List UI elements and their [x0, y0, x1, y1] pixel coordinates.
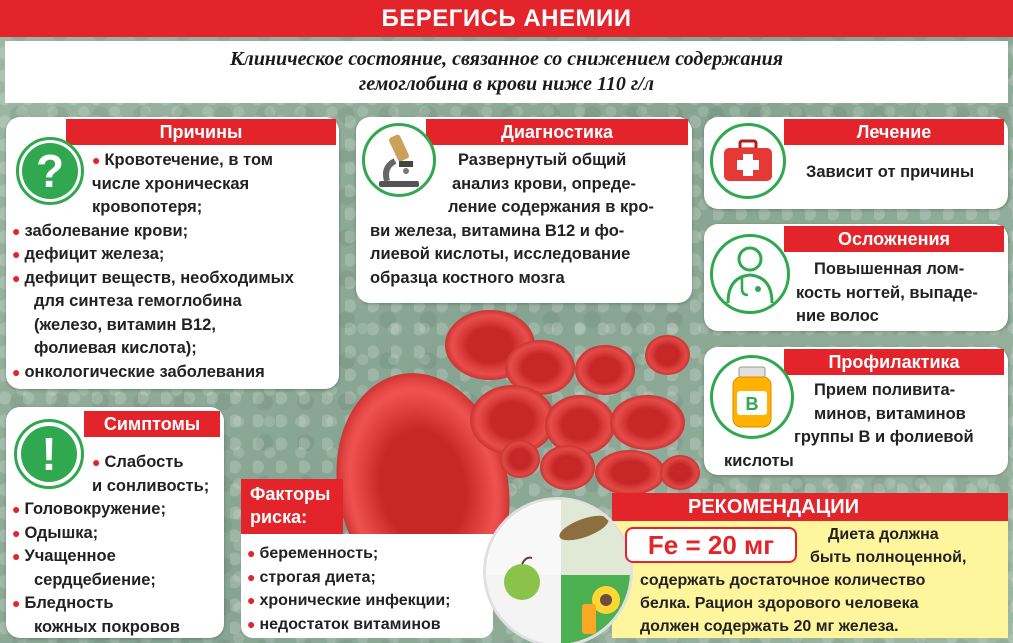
subtitle-line: Клиническое состояние, связанное со снижением содержания — [229, 48, 784, 70]
list-item: сердцебиение; — [34, 570, 156, 589]
diagnostics-title: Диагностика — [426, 119, 688, 145]
treatment-title: Лечение — [784, 119, 1004, 145]
list-item: ● Кровотечение, в том — [92, 151, 274, 169]
risk-factors-title — [241, 479, 343, 534]
blood-cell — [500, 440, 540, 478]
list-item: ● Слабость — [92, 453, 184, 471]
text-line: Развернутый общий — [458, 151, 627, 169]
list-item: ● дефицит веществ, необходимых — [12, 268, 294, 287]
list-item: для синтеза гемоглобина — [34, 292, 242, 310]
blood-cell — [610, 395, 685, 450]
causes-card — [6, 117, 339, 389]
apple-icon — [504, 564, 540, 600]
list-item: ● Учащенное — [12, 547, 116, 565]
recommendations-title: РЕКОМЕНДАЦИИ — [612, 493, 1008, 521]
text-line: кислоты — [724, 451, 794, 470]
diagnostics-text — [370, 149, 676, 290]
doctor-icon — [710, 234, 790, 314]
complications-title: Осложнения — [784, 226, 1004, 252]
list-item: ● хронические инфекции; — [247, 592, 451, 609]
list-item: ● беременность; — [247, 545, 379, 562]
vitamin-jar-letter: B — [745, 394, 759, 414]
causes-title: Причины — [66, 119, 336, 145]
list-item: ● онкологические заболевания — [12, 362, 265, 381]
treatment-text: Зависит от причины — [806, 163, 975, 181]
text-line: Повышенная лом- — [814, 260, 965, 278]
risk-factors-list — [247, 542, 491, 636]
text-line: ви железа, витамина В12 и фо- — [370, 221, 625, 240]
treatment-card — [704, 117, 1008, 209]
list-item: и сонливость; — [92, 476, 210, 495]
list-item: ● дефицит железа; — [12, 245, 165, 263]
page-title: БЕРЕГИСЬ АНЕМИИ — [0, 0, 1013, 37]
risk-factors-title-line: Факторы — [250, 484, 331, 504]
text-line: содержать достаточное количество — [640, 572, 926, 589]
diagnostics-card — [356, 117, 692, 303]
prevention-text — [724, 379, 1000, 473]
text-line: Прием поливита- — [814, 381, 956, 399]
symptoms-list — [12, 451, 222, 639]
list-item: ● Одышка; — [12, 523, 99, 542]
list-item: ● Головокружение; — [12, 500, 166, 518]
text-line: анализ крови, опреде- — [452, 174, 637, 193]
blood-cell — [645, 335, 690, 375]
iron-dose-label: Fe = 20 мг — [625, 527, 797, 563]
list-item: ● строгая диета; — [247, 568, 376, 586]
blood-cell — [575, 345, 635, 395]
recommendations-text — [640, 523, 1000, 638]
list-item: ● недостаток витаминов — [247, 615, 441, 633]
causes-list — [12, 149, 337, 384]
blood-cell — [595, 450, 665, 495]
list-item: фолиевая кислота); — [34, 339, 197, 357]
text-line: быть полноценной, — [810, 549, 967, 566]
list-item: кровопотеря; — [92, 198, 203, 216]
text-line: должен содержать 20 мг железа. — [640, 618, 899, 635]
text-line: лиевой кислоты, исследование — [370, 245, 631, 263]
complications-text — [796, 258, 996, 329]
first-aid-kit-icon — [710, 123, 786, 199]
list-item: ● Бледность — [12, 594, 114, 612]
text-line: белка. Рацион здорового человека — [640, 595, 919, 612]
complications-card — [704, 224, 1008, 331]
prevention-title: Профилактика — [784, 349, 1004, 375]
symptoms-card — [6, 407, 224, 638]
page-subtitle — [5, 41, 1008, 103]
text-line: ление содержания в кро- — [448, 198, 654, 216]
text-line: группы В и фолиевой — [794, 428, 974, 446]
text-line: минов, витаминов — [814, 404, 966, 423]
symptoms-title: Симптомы — [84, 411, 220, 437]
list-item: кожных покровов — [34, 617, 181, 636]
list-item: ● заболевание крови; — [12, 221, 189, 240]
prevention-card — [704, 347, 1008, 475]
exclamation-icon: ! — [14, 419, 84, 489]
question-mark-icon: ? — [16, 137, 84, 205]
oil-bottle-icon — [582, 604, 596, 634]
food-plate-illustration — [483, 497, 633, 643]
subtitle-line: гемоглобина в крови ниже 110 г/л — [358, 73, 655, 95]
text-line: кость ногтей, выпаде- — [796, 283, 978, 302]
text-line: ние волос — [796, 307, 879, 325]
list-item: числе хроническая — [92, 174, 250, 193]
blood-cell — [540, 445, 595, 490]
text-line: образца костного мозга — [370, 268, 565, 287]
risk-factors-title-line: риска: — [250, 507, 308, 527]
list-item: (железо, витамин В12, — [34, 315, 216, 334]
blood-cell — [660, 455, 700, 490]
text-line: Диета должна — [828, 526, 939, 543]
